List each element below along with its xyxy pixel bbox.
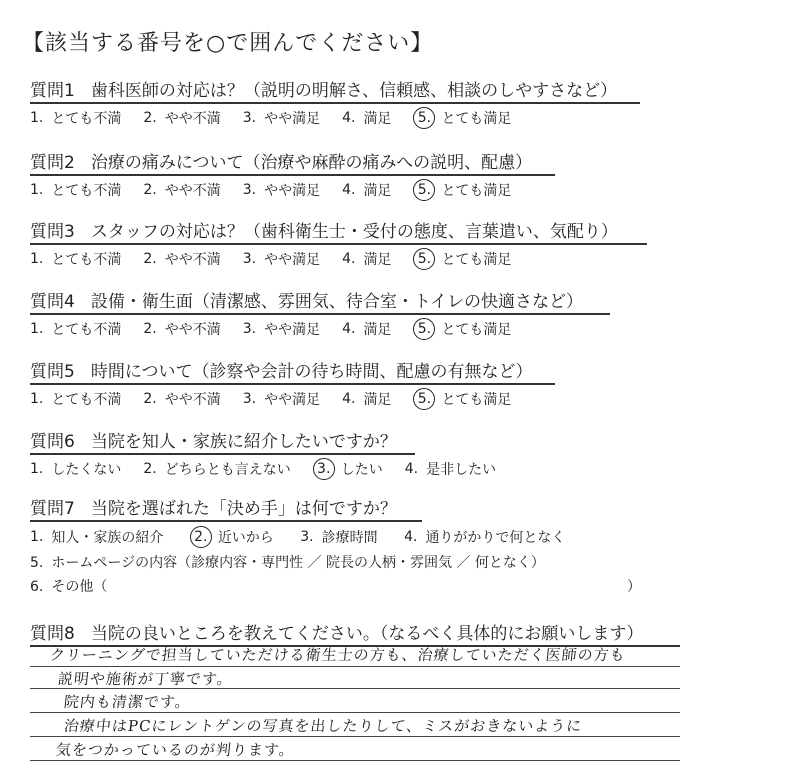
selection-circle: 2. [190,526,212,548]
question-number: 質問6 [30,432,75,452]
option-3[interactable]: 3. やや満足 [242,321,321,338]
option-4[interactable]: 4. 満足 [342,251,392,268]
handwritten-answer-line-1: クリーニングで担当していただける衛生士の方も、治療していただく医師の方も [49,646,627,664]
option-2-selected[interactable]: 2. 近いから [190,526,274,548]
selection-circle: 3. [313,458,335,480]
option-2[interactable]: 2. やや不満 [143,321,221,338]
option-5-selected[interactable]: 5. とても満足 [413,318,511,340]
option-3[interactable]: 3. やや満足 [242,110,321,127]
handwritten-answer-line-2: 説明や施術が丁寧です。 [57,670,234,688]
question-number: 質問7 [30,499,75,519]
handwritten-answer-line-4: 治療中はPCにレントゲンの写真を出したりして、ミスがおきないように [63,717,584,735]
answer-line [30,760,680,761]
question-text: 当院の良いところを教えてください。（なるべく具体的にお願いします） [90,624,644,644]
question-text: スタッフの対応は？（歯科衛生士・受付の態度、言葉遣い、気配り） [90,222,618,242]
question-4 [30,287,610,340]
option-3-selected[interactable]: 3. したい [313,458,383,480]
option-1[interactable]: 1. とても不満 [30,321,122,338]
options-row [30,179,555,201]
handwritten-answer-line-3: 院内も清潔です。 [63,693,192,711]
option-1[interactable]: 1. とても不満 [30,391,122,408]
question-text: 歯科医師の対応は？（説明の明解さ、信頼感、相談のしやすさなど） [90,81,618,101]
q7-options-row-1 [30,526,587,548]
question-1 [30,76,640,129]
option-5-selected[interactable]: 5. とても満足 [413,248,511,270]
question-number: 質問8 [30,624,75,644]
option-4[interactable]: 4. 満足 [342,391,392,408]
option-2[interactable]: 2. どちらとも言えない [143,461,291,478]
option-2[interactable]: 2. やや不満 [143,391,221,408]
q7-option-6[interactable]: 6. その他（ ） [30,579,641,595]
question-2 [30,148,555,201]
option-4[interactable]: 4. 是非したい [404,461,497,478]
option-3[interactable]: 3. やや満足 [242,182,321,199]
option-3[interactable]: 3. 診療時間 [300,529,378,546]
question-number: 質問2 [30,153,75,173]
option-2[interactable]: 2. やや不満 [143,251,221,268]
options-row [30,107,640,129]
question-3 [30,217,647,270]
question-text: 設備・衛生面（清潔感、雰囲気、待合室・トイレの快適さなど） [90,292,583,312]
option-4[interactable]: 4. 満足 [342,182,392,199]
question-5 [30,357,555,410]
question-8 [30,619,680,759]
selection-circle: 5. [413,107,435,129]
answer-line [30,712,680,713]
selection-circle: 5. [413,318,435,340]
answer-line [30,736,680,737]
option-5-selected[interactable]: 5. とても満足 [413,107,511,129]
option-1[interactable]: 1. とても不満 [30,110,122,127]
selection-circle: 5. [413,388,435,410]
option-3[interactable]: 3. やや満足 [242,251,321,268]
option-2[interactable]: 2. やや不満 [143,110,221,127]
option-1[interactable]: 1. したくない [30,461,122,478]
option-3[interactable]: 3. やや満足 [242,391,321,408]
selection-circle: 5. [413,179,435,201]
question-number: 質問3 [30,222,75,242]
options-row [30,318,610,340]
options-row [30,388,555,410]
question-number: 質問5 [30,362,75,382]
options-row [30,248,647,270]
question-text: 治療の痛みについて（治療や麻酔の痛みへの説明、配慮） [90,153,533,173]
option-5-selected[interactable]: 5. とても満足 [413,388,511,410]
page-title: 【該当する番号を○で囲んでください】 [22,31,434,56]
option-5-selected[interactable]: 5. とても満足 [413,179,511,201]
question-7 [30,494,641,596]
handwritten-answer-line-5: 気をつかっているのが判ります。 [55,741,296,759]
question-text: 時間について（診察や会計の待ち時間、配慮の有無など） [90,362,533,382]
option-4[interactable]: 4. 通りがかりで何となく [404,529,566,546]
answer-line [30,666,680,667]
option-1[interactable]: 1. とても不満 [30,251,122,268]
question-6 [30,427,518,480]
question-text: 当院を選ばれた「決め手」は何ですか？ [90,499,397,519]
q7-option-5[interactable]: 5. ホームページの内容（診療内容・専門性 ／ 院長の人柄・雰囲気 ／ 何となく） [30,555,545,571]
selection-circle: 5. [413,248,435,270]
question-number: 質問4 [30,292,75,312]
option-4[interactable]: 4. 満足 [342,110,392,127]
option-1[interactable]: 1. 知人・家族の紹介 [30,529,164,546]
option-2[interactable]: 2. やや不満 [143,182,221,199]
question-number: 質問1 [30,81,75,101]
option-1[interactable]: 1. とても不満 [30,182,122,199]
option-4[interactable]: 4. 満足 [342,321,392,338]
options-row [30,458,518,480]
question-text: 当院を知人・家族に紹介したいですか？ [90,432,397,452]
